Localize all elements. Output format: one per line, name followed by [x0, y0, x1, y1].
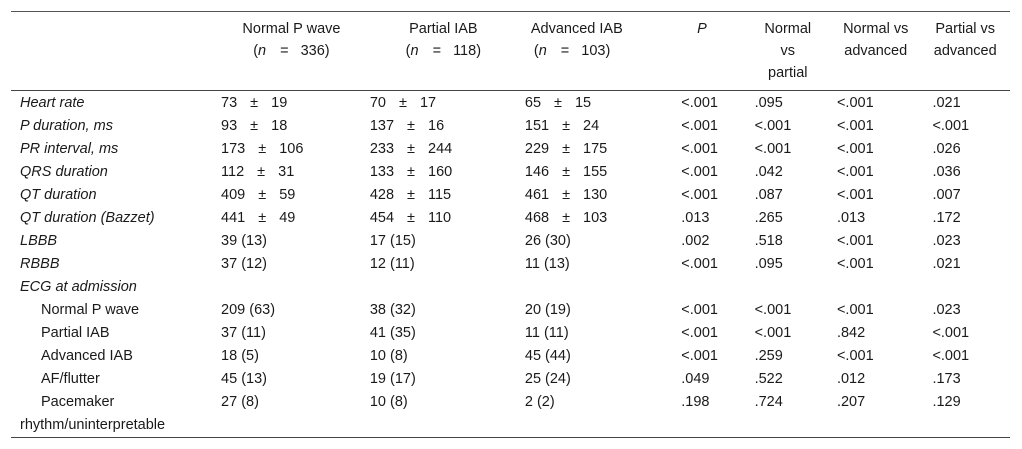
- cell-partial-vs-advanced: .026: [932, 141, 961, 157]
- row-label: Partial IAB: [41, 325, 110, 341]
- mean-value: 428: [369, 187, 395, 203]
- cell-normal: 39 (13): [221, 233, 267, 249]
- sd-value: 244: [428, 141, 453, 157]
- cell-normal-vs-partial: <.001: [754, 141, 792, 157]
- cell-advanced: [521, 184, 659, 207]
- table-row: [11, 299, 1010, 322]
- plus-minus-sign: ±: [257, 164, 266, 180]
- plus-minus-sign: ±: [554, 95, 562, 111]
- row-label: ECG at admission: [20, 279, 137, 295]
- table-body: [11, 91, 1010, 438]
- header-normal-title: Normal P wave: [242, 21, 341, 37]
- cell-normal-vs-advanced: .842: [836, 325, 866, 341]
- table-row: [11, 115, 1010, 138]
- cell-normal-vs-partial: .095: [754, 95, 783, 111]
- sd-value: 49: [279, 210, 296, 226]
- mean-value: 229: [524, 141, 550, 157]
- header-blank: [11, 12, 217, 91]
- mean-value: 146: [524, 164, 550, 180]
- mean-sd: [370, 161, 452, 184]
- cell-p-value: <.001: [681, 141, 718, 157]
- cell-p-value: .013: [681, 210, 710, 226]
- cell-normal-vs-partial: .522: [754, 371, 783, 387]
- row-label: AF/flutter: [41, 371, 100, 387]
- ecg-comparison-table: [11, 11, 1010, 438]
- mean-sd: [221, 92, 287, 115]
- sd-value: 160: [428, 164, 453, 180]
- cell-normal-vs-partial: .518: [754, 233, 783, 249]
- header-advanced-title: Advanced IAB: [530, 21, 623, 37]
- cell-normal-vs-partial: .724: [754, 394, 783, 410]
- mean-sd: [221, 161, 294, 184]
- header-partial-iab: [366, 12, 521, 91]
- mean-value: 151: [524, 118, 550, 134]
- cell-partial: 38 (32): [369, 302, 416, 318]
- table-row: [11, 345, 1010, 368]
- header-normal-n: (n = 336): [253, 43, 330, 59]
- cell-normal-vs-partial: <.001: [754, 302, 792, 318]
- sd-value: 110: [428, 210, 452, 226]
- header-partial-n-value: 118: [453, 43, 477, 59]
- plus-minus-sign: ±: [562, 187, 571, 203]
- plus-minus-sign: ±: [562, 164, 571, 180]
- table-row: [11, 253, 1010, 276]
- header-normal-p-wave: [217, 12, 366, 91]
- cell-partial: [366, 207, 521, 230]
- cell-partial-vs-advanced: .173: [932, 371, 961, 387]
- cell-p-value: <.001: [681, 348, 718, 364]
- cell-p-value: <.001: [681, 164, 718, 180]
- cell-normal-vs-advanced: <.001: [836, 164, 874, 180]
- cell-advanced: [521, 115, 659, 138]
- row-label: PR interval, ms: [20, 141, 119, 157]
- table-row: [11, 91, 1010, 116]
- cell-normal-vs-partial: .265: [754, 210, 783, 226]
- cell-partial: 12 (11): [369, 256, 415, 272]
- sd-value: 155: [583, 164, 608, 180]
- cell-normal: [217, 115, 366, 138]
- mean-value: 70: [369, 95, 386, 111]
- header-normal-n-value: 336: [300, 43, 325, 59]
- row-label: QT duration: [20, 187, 97, 203]
- cell-advanced: [521, 207, 659, 230]
- mean-sd: [221, 115, 287, 138]
- cell-normal-vs-advanced: .013: [836, 210, 866, 226]
- cell-partial: [366, 115, 521, 138]
- mean-value: 409: [221, 187, 246, 203]
- mean-value: 133: [369, 164, 395, 180]
- plus-minus-sign: ±: [407, 187, 415, 203]
- header-nvp-line3: partial: [768, 65, 808, 81]
- cell-normal: [217, 207, 366, 230]
- cell-partial: 10 (8): [369, 348, 408, 364]
- cell-normal-vs-partial: .259: [754, 348, 783, 364]
- mean-value: 468: [524, 210, 550, 226]
- sd-value: 15: [574, 95, 592, 111]
- row-label-line2: rhythm/uninterpretable: [20, 417, 166, 433]
- mean-value: 65: [524, 95, 542, 111]
- plus-minus-sign: ±: [407, 210, 415, 226]
- cell-normal-vs-advanced: <.001: [836, 348, 874, 364]
- cell-normal-vs-advanced: .012: [836, 371, 866, 387]
- mean-sd: [525, 161, 607, 184]
- cell-p-value: <.001: [681, 95, 718, 111]
- cell-partial-vs-advanced: <.001: [932, 118, 970, 134]
- cell-p-value: <.001: [681, 118, 718, 134]
- row-label: Heart rate: [20, 95, 85, 111]
- cell-normal-vs-partial: <.001: [754, 325, 792, 341]
- header-pva-line1: Partial vs: [935, 21, 996, 37]
- cell-partial-vs-advanced: .172: [932, 210, 961, 226]
- mean-value: 461: [524, 187, 550, 203]
- cell-advanced: 11 (11): [524, 325, 569, 341]
- table-row: [11, 391, 1010, 438]
- cell-advanced: 2 (2): [524, 394, 555, 410]
- mean-sd: [370, 92, 436, 115]
- cell-partial-vs-advanced: .036: [932, 164, 961, 180]
- table-row: [11, 207, 1010, 230]
- sd-value: 17: [419, 95, 437, 111]
- mean-sd: [370, 115, 444, 138]
- cell-normal: 18 (5): [221, 348, 259, 364]
- cell-partial: [366, 91, 521, 116]
- mean-value: 137: [369, 118, 395, 134]
- cell-p-value: .002: [681, 233, 710, 249]
- header-nvp-line2: vs: [780, 43, 796, 59]
- cell-advanced: 20 (19): [524, 302, 571, 318]
- plus-minus-sign: ±: [407, 141, 415, 157]
- header-normal-vs-partial: [745, 12, 831, 91]
- section-row: [11, 276, 1010, 299]
- plus-minus-sign: ±: [562, 141, 571, 157]
- header-advanced-n-value: 103: [581, 43, 606, 59]
- cell-normal-vs-advanced: <.001: [836, 187, 874, 203]
- cell-advanced: 45 (44): [524, 348, 571, 364]
- mean-value: 454: [369, 210, 395, 226]
- row-label: Normal P wave: [41, 302, 140, 318]
- row-label: P duration, ms: [20, 118, 113, 134]
- plus-minus-sign: ±: [258, 141, 267, 157]
- row-label: QT duration (Bazzet): [20, 210, 155, 226]
- row-label: [11, 391, 217, 438]
- cell-partial-vs-advanced: .007: [932, 187, 961, 203]
- cell-partial: 10 (8): [369, 394, 408, 410]
- mean-sd: [525, 115, 599, 138]
- cell-normal: 209 (63): [221, 302, 276, 318]
- cell-normal-vs-advanced: <.001: [836, 95, 874, 111]
- cell-partial: [366, 161, 521, 184]
- plus-minus-sign: ±: [250, 95, 259, 111]
- cell-normal-vs-partial: .087: [754, 187, 783, 203]
- cell-partial-vs-advanced: .023: [932, 233, 961, 249]
- header-advanced-n: (n = 103): [533, 43, 611, 59]
- mean-sd: [525, 207, 607, 230]
- cell-normal-vs-advanced: .207: [836, 394, 866, 410]
- cell-p-value: .198: [681, 394, 710, 410]
- cell-normal: 27 (8): [221, 394, 259, 410]
- mean-sd: [525, 138, 607, 161]
- plus-minus-sign: ±: [398, 95, 407, 111]
- header-partial-vs-advanced: [920, 12, 1010, 91]
- cell-advanced: [521, 138, 659, 161]
- mean-sd: [221, 138, 303, 161]
- sd-value: 175: [583, 141, 608, 157]
- mean-sd: [370, 207, 451, 230]
- cell-normal: [217, 138, 366, 161]
- cell-advanced: 26 (30): [524, 233, 571, 249]
- cell-normal-vs-advanced: <.001: [836, 302, 874, 318]
- cell-normal: 37 (11): [221, 325, 266, 341]
- plus-minus-sign: ±: [258, 187, 267, 203]
- row-label: RBBB: [20, 256, 60, 272]
- row-label: LBBB: [20, 233, 58, 249]
- plus-minus-sign: ±: [562, 118, 571, 134]
- mean-sd: [370, 138, 452, 161]
- sd-value: 16: [428, 118, 445, 134]
- row-label-line1: Pacemaker: [41, 394, 115, 410]
- mean-sd: [525, 184, 607, 207]
- header-nvp-line1: Normal: [764, 21, 812, 37]
- header-partial-title: Partial IAB: [409, 21, 478, 37]
- table-row: [11, 322, 1010, 345]
- mean-sd: [370, 184, 451, 207]
- section-filler: [217, 276, 1010, 299]
- header-pva-line2: advanced: [933, 43, 997, 59]
- mean-value: 173: [221, 141, 246, 157]
- header-normal-vs-advanced: [831, 12, 920, 91]
- cell-partial: 17 (15): [369, 233, 416, 249]
- cell-advanced: [521, 161, 659, 184]
- header-nva-line2: advanced: [844, 43, 908, 59]
- table-row: [11, 368, 1010, 391]
- table-row: [11, 161, 1010, 184]
- cell-normal-vs-advanced: <.001: [836, 141, 874, 157]
- cell-p-value: <.001: [681, 187, 718, 203]
- cell-partial-vs-advanced: <.001: [932, 348, 970, 364]
- cell-advanced: 11 (13): [524, 256, 570, 272]
- cell-advanced: [521, 91, 659, 116]
- header-advanced-iab: [521, 12, 659, 91]
- mean-value: 73: [221, 95, 238, 111]
- cell-p-value: <.001: [681, 256, 718, 272]
- cell-partial-vs-advanced: .129: [932, 394, 961, 410]
- cell-normal-vs-advanced: <.001: [836, 256, 874, 272]
- sd-value: 106: [279, 141, 304, 157]
- table-row: [11, 184, 1010, 207]
- cell-advanced: 25 (24): [524, 371, 571, 387]
- mean-value: 233: [369, 141, 395, 157]
- cell-normal: 45 (13): [221, 371, 267, 387]
- sd-value: 18: [271, 118, 288, 134]
- mean-value: 112: [221, 164, 245, 180]
- plus-minus-sign: ±: [407, 118, 415, 134]
- header-p: P: [697, 21, 707, 37]
- cell-partial-vs-advanced: <.001: [932, 325, 970, 341]
- cell-normal-vs-advanced: <.001: [836, 233, 874, 249]
- sd-value: 103: [583, 210, 608, 226]
- mean-value: 441: [221, 210, 246, 226]
- cell-normal-vs-partial: .042: [754, 164, 783, 180]
- sd-value: 115: [428, 187, 452, 203]
- sd-value: 59: [279, 187, 296, 203]
- sd-value: 31: [278, 164, 295, 180]
- mean-value: 93: [221, 118, 238, 134]
- header-row: [11, 12, 1010, 91]
- sd-value: 24: [583, 118, 600, 134]
- table-row: [11, 230, 1010, 253]
- cell-partial-vs-advanced: .021: [932, 256, 961, 272]
- cell-partial: [366, 138, 521, 161]
- mean-sd: [525, 92, 591, 115]
- sd-value: 130: [583, 187, 608, 203]
- sd-value: 19: [271, 95, 288, 111]
- plus-minus-sign: ±: [407, 164, 415, 180]
- row-label: Advanced IAB: [41, 348, 133, 364]
- plus-minus-sign: ±: [250, 118, 259, 134]
- cell-p-value: .049: [681, 371, 710, 387]
- plus-minus-sign: ±: [562, 210, 571, 226]
- row-label: QRS duration: [20, 164, 108, 180]
- cell-partial-vs-advanced: .021: [932, 95, 961, 111]
- cell-partial-vs-advanced: .023: [932, 302, 961, 318]
- plus-minus-sign: ±: [258, 210, 267, 226]
- header-partial-n: (n = 118): [405, 43, 482, 59]
- cell-normal: [217, 161, 366, 184]
- cell-partial: 41 (35): [369, 325, 416, 341]
- cell-normal: [217, 91, 366, 116]
- cell-normal-vs-partial: .095: [754, 256, 783, 272]
- table-row: [11, 138, 1010, 161]
- header-nva-line1: Normal vs: [843, 21, 909, 37]
- cell-partial: 19 (17): [369, 371, 416, 387]
- cell-normal: [217, 184, 366, 207]
- cell-normal-vs-partial: <.001: [754, 118, 792, 134]
- cell-normal: 37 (12): [221, 256, 267, 272]
- cell-partial: [366, 184, 521, 207]
- cell-p-value: <.001: [681, 325, 718, 341]
- cell-p-value: <.001: [681, 302, 718, 318]
- mean-sd: [221, 184, 295, 207]
- cell-normal-vs-advanced: <.001: [836, 118, 874, 134]
- mean-sd: [221, 207, 295, 230]
- table-header: [11, 12, 1010, 91]
